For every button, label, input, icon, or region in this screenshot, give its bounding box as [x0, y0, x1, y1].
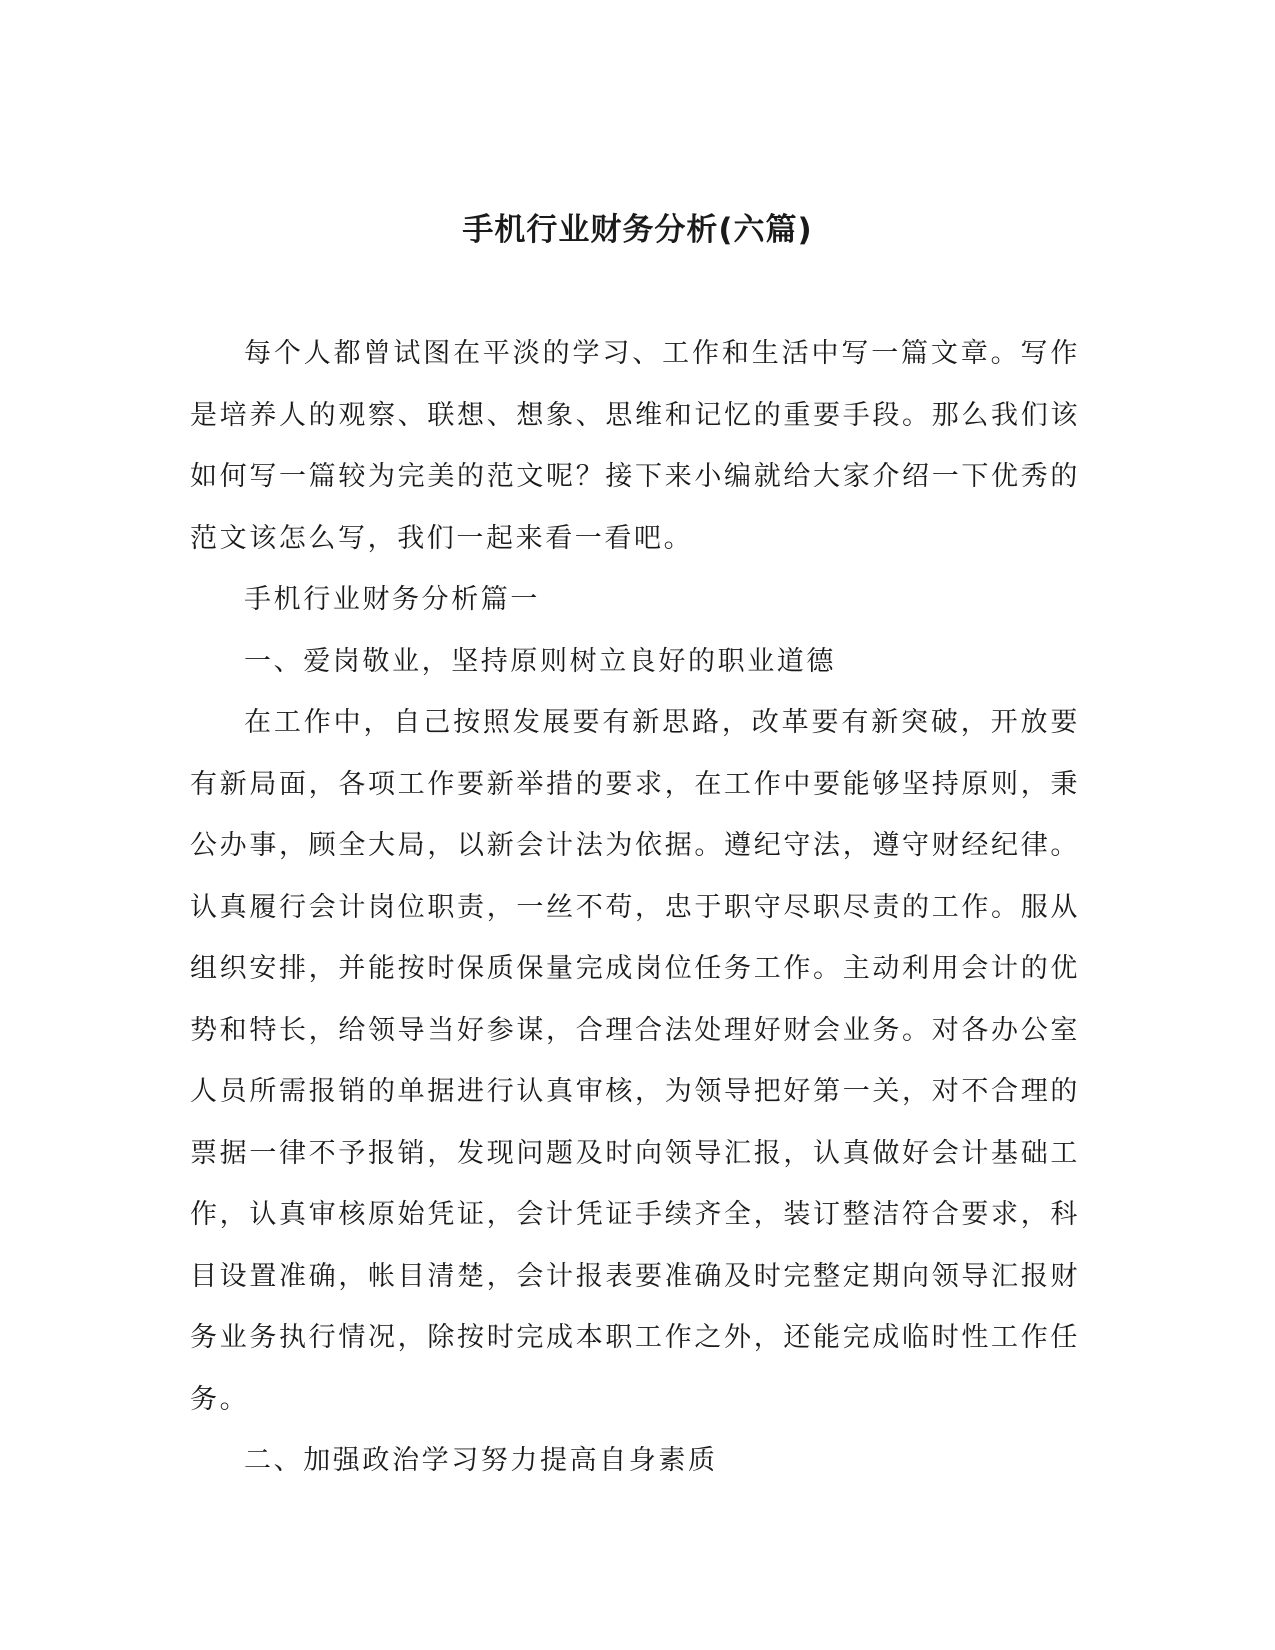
intro-paragraph: 每个人都曾试图在平淡的学习、工作和生活中写一篇文章。写作是培养人的观察、联想、想象、思维和记忆的重要手段。那么我们该如何写一篇较为完美的范文呢？接下来小编就给大家介绍一下优秀的范文该怎么写，我们一起来看一看吧。 — [190, 338, 1080, 554]
subsection-heading: 一、爱岗敬业，坚持原则树立良好的职业道德 — [244, 645, 836, 677]
subsection-heading: 二、加强政治学习努力提高自身素质 — [244, 1445, 718, 1476]
body-paragraph: 在工作中，自己按照发展要有新思路，改革要有新突破，开放要有新局面，各项工作要新举措的要求，在工作中要能够坚持原则，秉公办事，顾全大局，以新会计法为依据。遵纪守法，遵守财经纪律。认真履行会计岗位职责，一丝不苟，忠于职守尽职尽责的工作。服从组织安排，并能按时保质保量完成岗位任务工作。主动利用会计的优势和特长，给领导当好参谋，合理合法处理好财会业务。对各办公室人员所需报销的单据进行认真审核，为领导把好第一关，对不合理的票据一律不予报销，发现问题及时向领导汇报，认真做好会计基础工作，认真审核原始凭证，会计凭证手续齐全，装订整洁符合要求，科目设置准确，帐目清楚，会计报表要准确及时完整定期向领导汇报财务业务执行情况，除按时完成本职工作之外，还能完成临时性工作任务。 — [190, 707, 1080, 1415]
document-title: 手机行业财务分析(六篇) — [462, 212, 813, 248]
section-heading: 手机行业财务分析篇一 — [244, 584, 540, 615]
document-body — [190, 323, 1080, 1492]
